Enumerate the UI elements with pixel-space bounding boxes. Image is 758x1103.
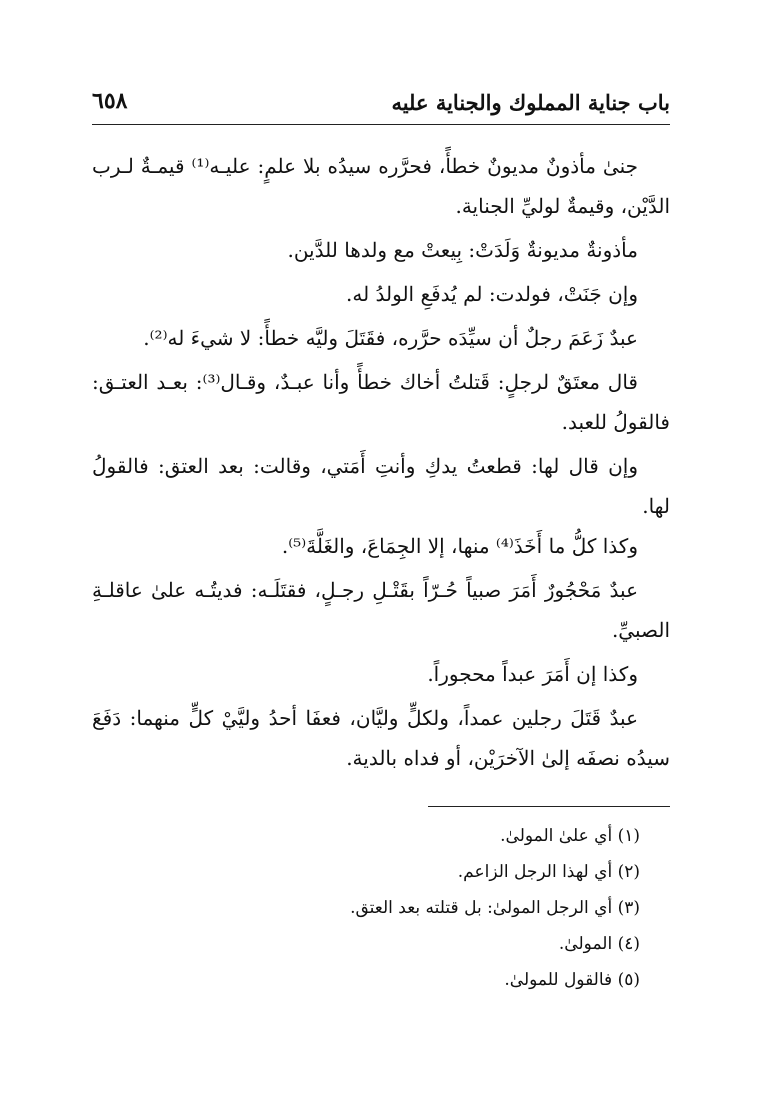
paragraph-orders-restricted-slave: وكذا إن أَمَرَ عبداً محجوراً.: [427, 662, 638, 686]
chapter-title: باب جناية المملوك والجناية عليه: [391, 90, 670, 115]
paragraph-indebted-slave-woman: مأذونةٌ مديونةٌ وَلَدَتْ: بِيعتْ مع ولدها للدَّين.: [287, 238, 638, 262]
footnote-4: (٤) المولىٰ.: [558, 934, 640, 954]
paragraph-claimed-freedom: عبدٌ زَعَمَ رجلٌ أن سيِّدَه حرَّره، فقَتَلَ وليَّه خطأً: لا شيءَ له⁽²⁾.: [143, 326, 638, 350]
header-divider: [92, 124, 670, 125]
footnote-2: (٢) أي لهذا الرجل الزاعم.: [457, 862, 640, 882]
paragraph-crime-then-birth: وإن جَنَتْ، فولدت: لم يُدفَعِ الولدُ له.: [345, 282, 638, 306]
paragraph-freed-killer-claim: قال معتَقٌ لرجلٍ: قَتلتُ أخاك خطأً وأنا عبـدٌ، وقـال⁽³⁾: بعـد العتـق: فالقولُ للعبد.: [92, 370, 670, 434]
paragraph-slave-kills-two: عبدٌ قَتَلَ رجلين عمداً، ولكلٍّ وليَّان، فعفَا أحدُ وليَّيْ كلٍّ منهما: دَفَعَ سيدُه نصفَه إلىٰ الآخرَيْن، أو فداه بالدية.: [92, 706, 670, 770]
footnote-3: (٣) أي الرجل المولىٰ: بل قتلته بعد العتق.: [350, 898, 640, 918]
footnote-5: (٥) فالقول للمولىٰ.: [504, 970, 640, 990]
paragraph-cut-hand-claim: وإن قال لها: قطعتُ يدكِ وأنتِ أَمَتي، وقالت: بعد العتق: فالقولُ لها.: [92, 454, 670, 518]
paragraph-all-taken: وكذا كلُّ ما أَخَذَ⁽⁴⁾ منها، إلا الجِمَاعَ، والغَلَّةَ⁽⁵⁾.: [281, 534, 638, 558]
page-number: ٦٥٨: [92, 88, 128, 114]
footnotes: [92, 818, 640, 998]
page-header: [92, 86, 670, 120]
footnote-divider: [428, 806, 670, 807]
main-text: [92, 146, 670, 782]
paragraph-restricted-slave-orders-boy: عبدٌ مَحْجُورٌ أَمَرَ صبياً حُـرّاً بقَتْـلِ رجـلٍ، فقتَلَـه: فديتُـه علىٰ عاقلـةِ الصبيِّ.: [92, 578, 670, 642]
paragraph-freed-indebted-slave: جنىٰ مأذونٌ مديونٌ خطأً، فحرَّره سيدُه بلا علمٍ: عليـه⁽¹⁾ قيمـةٌ لـرب الدَّيْن، وقيمةٌ لوليِّ الجناية.: [92, 154, 670, 218]
footnote-1: (١) أي علىٰ المولىٰ.: [500, 826, 640, 846]
